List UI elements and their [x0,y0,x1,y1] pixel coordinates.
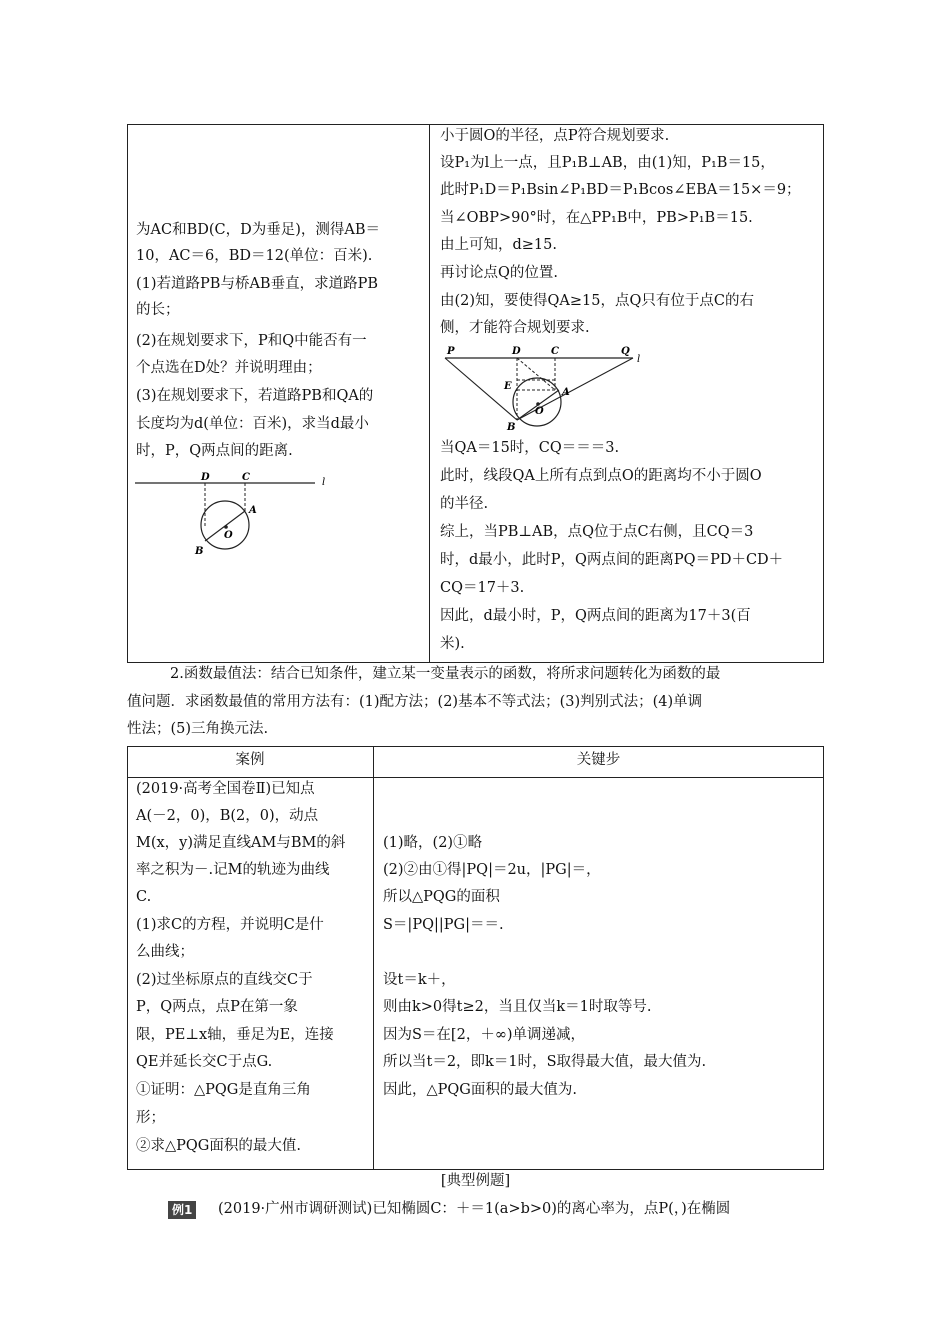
text-line: (2)在规划要求下，P和Q中能否有一 [136,333,367,349]
typical-examples-heading: [典型例题] [440,1173,511,1189]
label-e: E [504,381,512,392]
label-o: O [535,406,544,417]
text-line: 长度均为d(单位：百米)，求当d最小 [136,416,369,432]
text-line: 由(2)知，要使得QA≥15，点Q只有位于点C的右 [440,293,754,309]
text-line: 2.函数最值法：结合已知条件，建立某一变量表示的函数，将所求问题转化为函数的最 [170,666,721,682]
text-line: 小于圆O的半径，点P符合规划要求. [440,128,670,144]
text-line: 此时，线段QA上所有点到点O的距离均不小于圆O [440,468,762,484]
text-line: 因此，△PQG面积的最大值为. [383,1082,577,1098]
label-b: B [195,546,204,557]
text-line: 再讨论点Q的位置. [440,265,558,281]
text-line: C. [136,889,152,905]
text-line: 形； [136,1110,165,1126]
geometry-figure-right [437,342,657,434]
text-line: 时，P，Q两点间的距离. [136,443,293,459]
text-line: (2)②由①得|PQ|＝2u，|PG|＝， [383,862,601,878]
text-line: (2019·高考全国卷Ⅱ)已知点 [136,781,315,797]
text-line: 设P₁为l上一点，且P₁B⊥AB，由(1)知，P₁B＝15， [440,155,775,171]
text-line: 10，AC＝6，BD＝12(单位：百米). [136,248,373,264]
table-1-divider [429,124,430,663]
text-line: CQ＝17＋3. [440,580,525,596]
label-q: Q [621,346,630,357]
text-line: QE并延长交C于点G. [136,1054,273,1070]
text-line: P，Q两点，点P在第一象 [136,999,298,1015]
text-line: 个点选在D处？并说明理由； [136,360,322,376]
text-line: 则由k>0得t≥2，当且仅当k＝1时取等号. [383,999,652,1015]
text-line: 设t＝k＋， [383,972,456,988]
example-text: (2019·广州市调研测试)已知椭圆C：＋＝1(a>b>0)的离心率为，点P(，)在椭圆 [218,1201,731,1217]
example-tag: 例1 [168,1201,196,1219]
text-line: (1)若道路PB与桥AB垂直，求道路PB [136,276,378,292]
text-line: 当∠OBP>90°时，在△PP₁B中，PB>P₁B＝15. [440,210,753,226]
text-line: 所以△PQG的面积 [383,889,500,905]
text-line: 值问题．求函数最值的常用方法有：(1)配方法；(2)基本不等式法；(3)判别式法；(4)单调 [127,694,703,710]
table-2-header-key-step: 关键步 [576,752,621,768]
text-line: A(－2，0)，B(2，0)，动点 [136,808,319,824]
text-line: 性法；(5)三角换元法. [127,721,269,737]
text-line: 率之积为－.记M的轨迹为曲线 [136,862,330,878]
text-line: 因此，d最小时，P，Q两点间的距离为17＋3(百 [440,608,751,624]
text-line: 的半径. [440,496,489,512]
label-l: l [322,477,326,488]
label-b: B [507,422,516,433]
text-line: ②求△PQG面积的最大值. [136,1138,301,1154]
text-line: ①证明：△PQG是直角三角 [136,1082,311,1098]
text-line: 综上，当PB⊥AB，点Q位于点C右侧，且CQ＝3 [440,524,754,540]
text-line: M(x，y)满足直线AM与BM的斜 [136,835,346,851]
text-line: 的长； [136,302,180,318]
label-d: D [201,472,210,483]
text-line: (1)略，(2)①略 [383,835,483,851]
text-line: (3)在规划要求下，若道路PB和QA的 [136,388,374,404]
text-line: 侧，才能符合规划要求. [440,320,590,336]
geometry-figure-left [130,465,350,565]
label-p: P [447,346,455,357]
text-line: 此时P₁D＝P₁Bsin∠P₁BD＝P₁Bcos∠EBA＝15×＝9； [440,182,801,198]
table-2-divider [373,746,374,1170]
text-line: 当QA＝15时，CQ＝＝＝3. [440,440,620,456]
text-line: 么曲线； [136,944,194,960]
text-line: (2)过坐标原点的直线交C于 [136,972,313,988]
text-line: 为AC和BD(C，D为垂足)，测得AB＝ [136,222,381,238]
text-line: 因为S＝在[2，＋∞)单调递减， [383,1027,586,1043]
text-line: S＝|PQ||PG|＝＝. [383,917,504,933]
text-line: 由上可知，d≥15. [440,237,557,253]
text-line: 时，d最小，此时P，Q两点间的距离PQ＝PD＋CD＋ [440,552,784,568]
text-line: (1)求C的方程，并说明C是什 [136,917,324,933]
label-a: A [249,505,257,516]
table-2-header-divider [127,777,824,778]
text-line: 米). [440,636,465,652]
label-d: D [512,346,521,357]
label-o: O [224,530,233,541]
label-c: C [551,346,559,357]
label-c: C [242,472,250,483]
label-a: A [562,387,570,398]
text-line: 限，PE⊥x轴，垂足为E，连接 [136,1027,334,1043]
label-l: l [637,354,641,365]
text-line: 所以当t＝2，即k＝1时，S取得最大值，最大值为. [383,1054,707,1070]
table-2-header-case: 案例 [235,752,265,768]
